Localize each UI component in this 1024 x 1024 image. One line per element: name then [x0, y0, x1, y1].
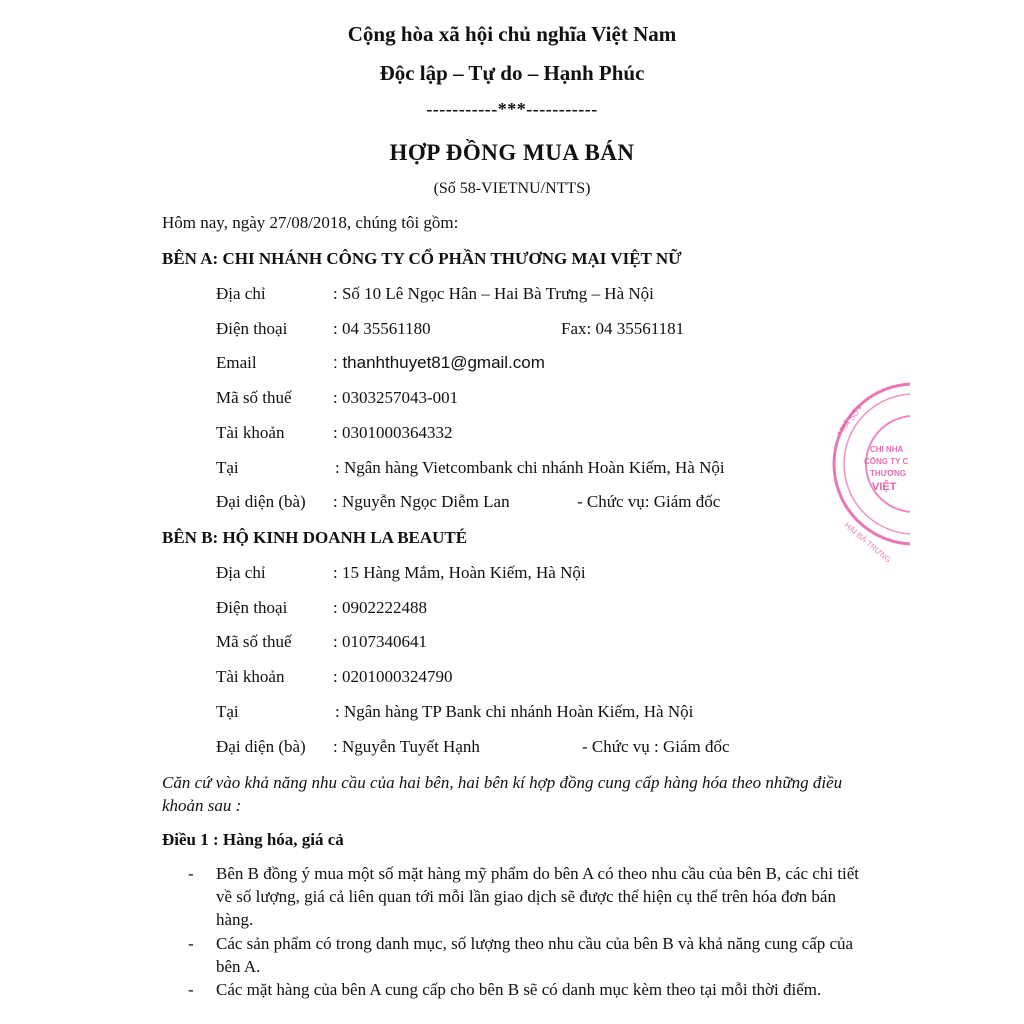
intro-line: Hôm nay, ngày 27/08/2018, chúng tôi gồm:: [162, 213, 459, 232]
party-a-phone-label: Điện thoại: [216, 319, 288, 338]
svg-text:VIỆT: VIỆT: [872, 481, 897, 493]
svg-text:CÔNG TY C: CÔNG TY C: [864, 457, 909, 466]
svg-text:THƯƠNG: THƯƠNG: [870, 469, 907, 478]
party-b-phone-label: Điện thoại: [216, 598, 288, 617]
party-a-account-value: : 0301000364332: [333, 423, 453, 442]
party-a-account-label: Tài khoản: [216, 423, 285, 442]
party-b-tax-value: : 0107340641: [333, 632, 427, 651]
party-b-representative-value: : Nguyễn Tuyết Hạnh: [333, 737, 480, 756]
bullet-text: Các mặt hàng của bên A cung cấp cho bên B sẽ có danh mục kèm theo tại mỗi thời điểm.: [216, 980, 822, 999]
party-a-address-value: : Số 10 Lê Ngọc Hân – Hai Bà Trưng – Hà Nội: [333, 284, 654, 303]
party-a-email-row: [0, 353, 1024, 377]
party-b-account-row: [0, 667, 1024, 691]
svg-text:HAI BÀ TRƯNG: HAI BÀ TRƯNG: [842, 520, 893, 565]
header-separator: -----------***-----------: [426, 99, 598, 119]
contract-number: (Số 58-VIETNU/NTTS): [433, 180, 591, 197]
party-a-tax-value: : 0303257043-001: [333, 388, 459, 407]
party-a-representative-value: : Nguyễn Ngọc Diễm Lan: [333, 492, 510, 511]
country-header: Cộng hòa xã hội chủ nghĩa Việt Nam: [347, 22, 677, 46]
party-b-address-label: Địa chỉ: [216, 563, 266, 582]
svg-text:• MÃ SỐ •: • MÃ SỐ •: [834, 404, 865, 438]
party-b-representative-row: [0, 737, 1024, 761]
basis-paragraph: Căn cứ vào khả năng nhu cầu của hai bên, hai bên kí hợp đồng cung cấp hàng hóa theo những điều khoản sau :: [162, 773, 843, 815]
contract-title: HỢP ĐỒNG MUA BÁN: [389, 140, 635, 165]
party-b-phone-value: : 0902222488: [333, 598, 427, 617]
party-b-bank-label: Tại: [216, 702, 239, 721]
party-b-account-value: : 0201000324790: [333, 667, 453, 686]
party-b-tax-row: [0, 632, 1024, 656]
bullet-dash: -: [188, 980, 194, 999]
party-a-phone-value: : 04 35561180: [333, 319, 431, 338]
party-a-heading: BÊN A: CHI NHÁNH CÔNG TY CỔ PHẦN THƯƠNG MẠI VIỆT NỮ: [162, 249, 682, 268]
party-b-heading: BÊN B: HỘ KINH DOANH LA BEAUTÉ: [162, 528, 468, 547]
party-b-tax-label: Mã số thuế: [216, 632, 292, 651]
party-b-address-value: : 15 Hàng Mắm, Hoàn Kiếm, Hà Nội: [333, 563, 586, 582]
party-a-representative-label: Đại diện (bà): [216, 492, 306, 511]
party-b-account-label: Tài khoản: [216, 667, 285, 686]
company-seal-graphic: [826, 376, 910, 566]
bullet-text: Các sản phẩm có trong danh mục, số lượng theo nhu cầu của bên B và khả năng cung cấp của bên A.: [216, 934, 854, 976]
party-a-address-row: [0, 284, 1024, 308]
party-b-representative-label: Đại diện (bà): [216, 737, 306, 756]
party-a-bank-label: Tại: [216, 458, 239, 477]
party-a-tax-label: Mã số thuế: [216, 388, 292, 407]
svg-text:CHI NHÁ: CHI NHÁ: [870, 445, 904, 454]
party-a-bank-value: : Ngân hàng Vietcombank chi nhánh Hoàn Kiếm, Hà Nội: [335, 458, 725, 477]
party-b-address-row: [0, 563, 1024, 587]
bullet-dash: -: [188, 864, 194, 883]
party-b-phone-row: [0, 598, 1024, 622]
party-a-fax: Fax: 04 35561181: [561, 319, 685, 338]
bullet-dash: -: [188, 934, 194, 953]
party-a-position: - Chức vụ: Giám đốc: [577, 492, 721, 511]
motto-header: Độc lập – Tự do – Hạnh Phúc: [379, 61, 645, 85]
article-1-heading: Điều 1 : Hàng hóa, giá cả: [162, 830, 344, 849]
bullet-text: Bên B đồng ý mua một số mặt hàng mỹ phẩm do bên A có theo nhu cầu của bên B, các chi tiết về số lượng, giá cả liên quan tới mỗi lần giao dịch sẽ được thể hiện cụ thể trên hóa đơn bán hàng.: [216, 864, 860, 929]
party-a-phone-row: [0, 319, 1024, 343]
party-b-bank-value: : Ngân hàng TP Bank chi nhánh Hoàn Kiếm, Hà Nội: [335, 702, 694, 721]
company-seal: [826, 376, 910, 566]
party-a-email-label: Email: [216, 353, 257, 372]
party-b-bank-row: [0, 702, 1024, 726]
party-a-address-label: Địa chỉ: [216, 284, 266, 303]
party-b-position: - Chức vụ : Giám đốc: [582, 737, 730, 756]
party-a-email-value: : thanhthuyet81@gmail.com: [333, 353, 545, 372]
